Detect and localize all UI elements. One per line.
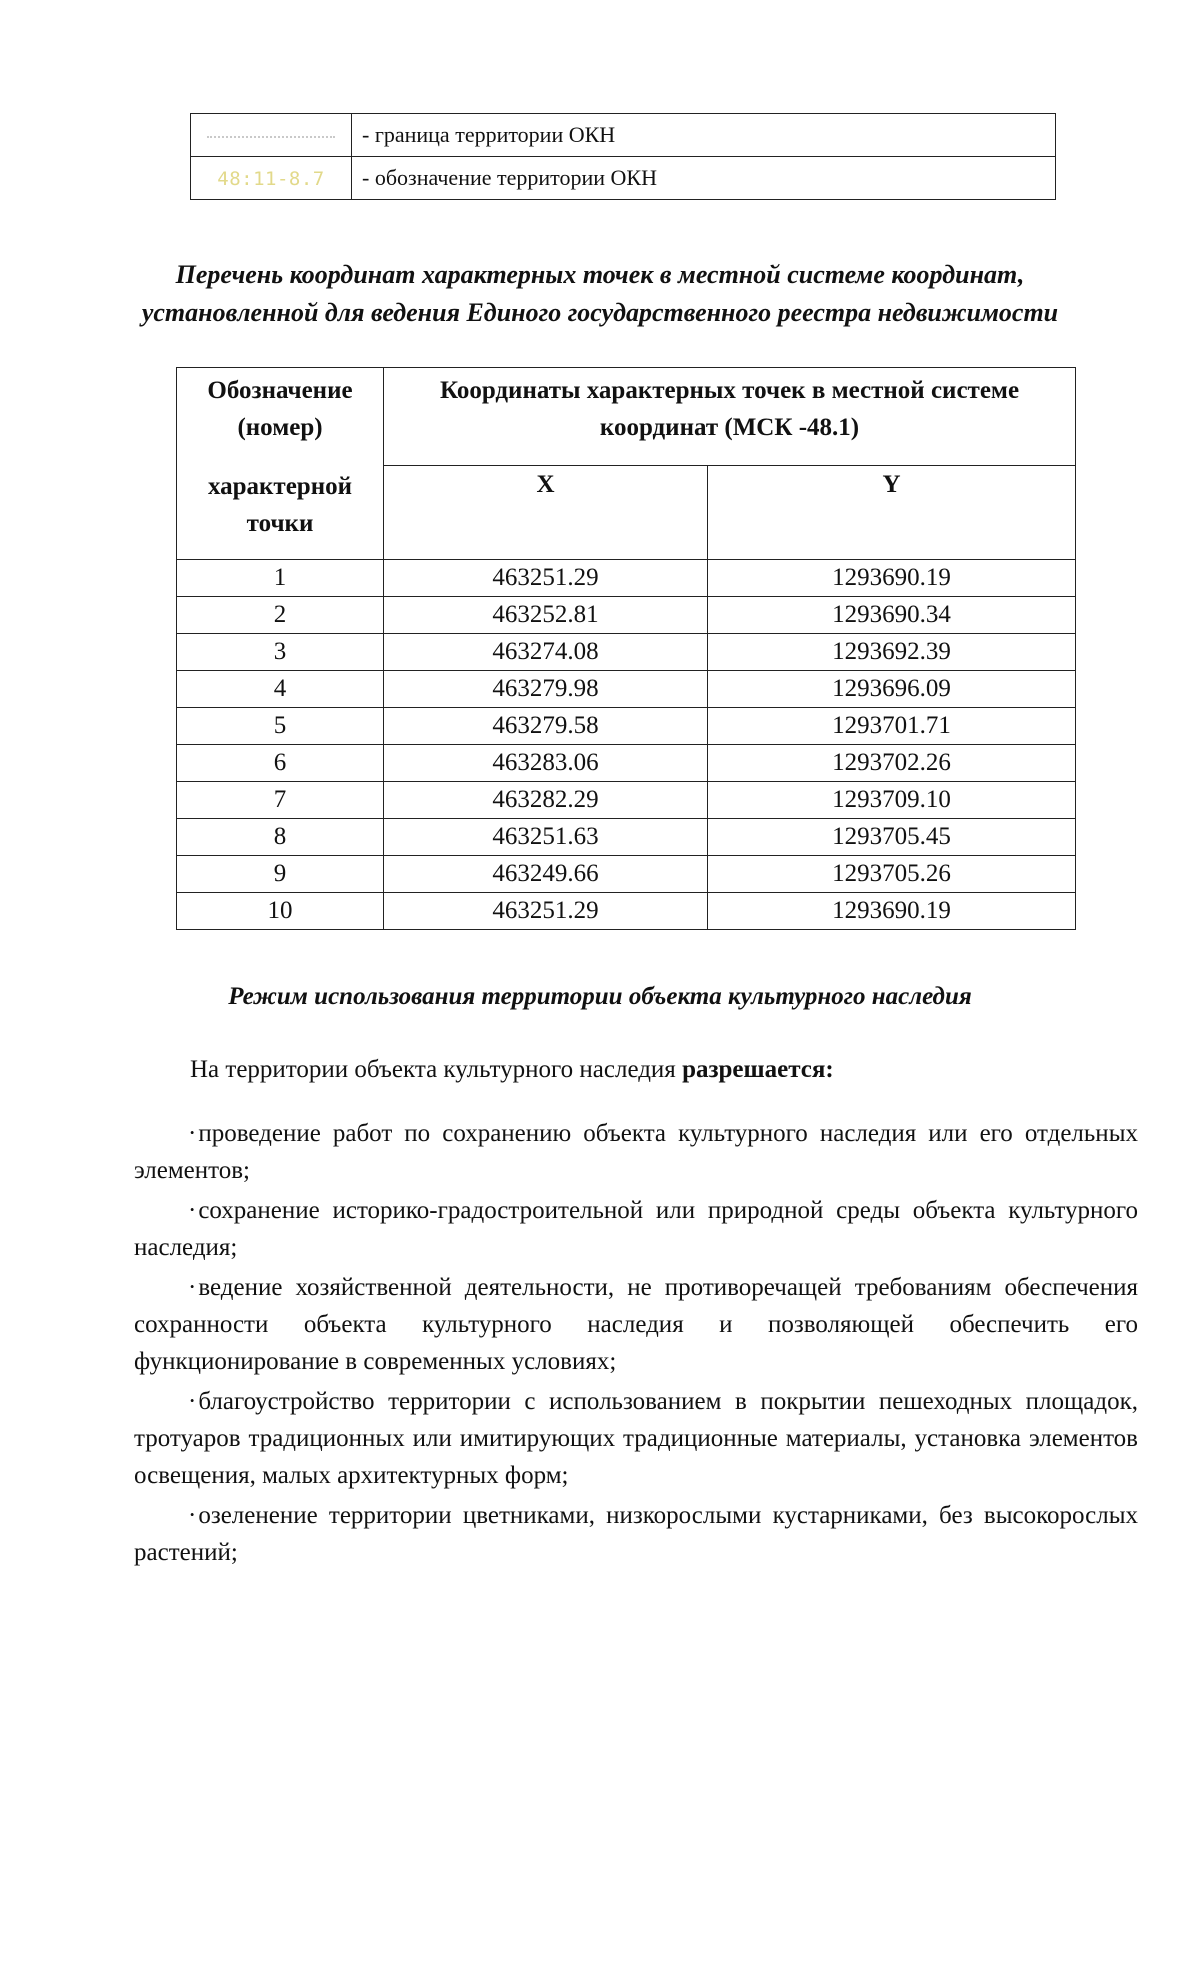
legend-symbol-cell: [191, 114, 352, 157]
dotted-boundary-line-icon: [207, 136, 335, 138]
table-row: [177, 819, 1076, 856]
point-number-cell: 6: [177, 745, 384, 782]
header-text: характерной: [207, 473, 353, 500]
regime-items-list: [134, 1115, 1138, 1574]
point-number-cell: 2: [177, 597, 384, 634]
cad-number-label: 48:11-8.7: [217, 168, 325, 190]
y-coordinate-cell: 1293709.10: [708, 782, 1076, 819]
header-text: Координаты характерных точек в местной системе: [439, 377, 1020, 404]
x-coordinate-cell: 463283.06: [384, 745, 708, 782]
table-row: [177, 708, 1076, 745]
coordinates-table-body: [177, 560, 1076, 930]
table-row: [177, 560, 1076, 597]
coords-title: [100, 256, 1100, 332]
header-text: Обозначение: [207, 377, 353, 404]
coords-title-line: Перечень координат характерных точек в местной системе координат,: [175, 260, 1025, 289]
x-coordinate-cell: 463251.29: [384, 560, 708, 597]
list-item: [134, 1497, 1138, 1571]
table-row: [177, 856, 1076, 893]
y-coordinate-cell: 1293690.34: [708, 597, 1076, 634]
x-coordinate-cell: 463251.63: [384, 819, 708, 856]
coords-title-line: установленной для ведения Единого государственного реестра недвижимости: [141, 298, 1059, 327]
point-number-cell: 8: [177, 819, 384, 856]
x-header: X: [384, 466, 708, 560]
table-row: [177, 597, 1076, 634]
y-coordinate-cell: 1293690.19: [708, 893, 1076, 930]
y-coordinate-cell: 1293690.19: [708, 560, 1076, 597]
list-item: [134, 1192, 1138, 1266]
y-coordinate-cell: 1293701.71: [708, 708, 1076, 745]
y-header: Y: [708, 466, 1076, 560]
bullet-icon: ·: [188, 1120, 197, 1147]
list-item: [134, 1383, 1138, 1494]
x-coordinate-cell: 463252.81: [384, 597, 708, 634]
list-item-text: благоустройство территории с использованием в покрытии пешеходных площадок, тротуаров традиционных или имитирующих традиционные материалы, установка элементов освещения, малых архитектурных форм;: [134, 1388, 1138, 1489]
regime-intro: [190, 1056, 834, 1084]
regime-heading: Режим использования территории объекта культурного наследия: [228, 983, 972, 1010]
intro-bold: разрешается:: [682, 1056, 834, 1083]
y-coordinate-cell: 1293692.39: [708, 634, 1076, 671]
list-item-text: ведение хозяйственной деятельности, не противоречащей требованиям обеспечения сохранности объекта культурного наследия и позволяющей обеспечить его функционирование в современных условиях;: [134, 1274, 1138, 1375]
legend-symbol-cell: [191, 157, 352, 200]
y-coordinate-cell: 1293696.09: [708, 671, 1076, 708]
legend-row-boundary: [191, 114, 1056, 157]
point-number-cell: 9: [177, 856, 384, 893]
x-coordinate-cell: 463282.29: [384, 782, 708, 819]
legend-table: [190, 113, 1056, 200]
y-coordinate-cell: 1293705.45: [708, 819, 1076, 856]
x-coordinate-cell: 463251.29: [384, 893, 708, 930]
coordinates-table: [176, 367, 1076, 930]
coordinates-group-header: [384, 368, 1076, 466]
x-coordinate-cell: 463279.98: [384, 671, 708, 708]
bullet-icon: ·: [188, 1197, 197, 1224]
legend-row-designation: [191, 157, 1056, 200]
table-row: [177, 782, 1076, 819]
table-row: [177, 745, 1076, 782]
point-number-cell: 5: [177, 708, 384, 745]
point-number-cell: 1: [177, 560, 384, 597]
y-coordinate-cell: 1293702.26: [708, 745, 1076, 782]
table-row: [177, 634, 1076, 671]
bullet-icon: ·: [188, 1502, 197, 1529]
list-item-text: сохранение историко-градостроительной или природной среды объекта культурного наследия;: [134, 1197, 1138, 1261]
legend-label: - граница территории ОКН: [352, 114, 1056, 157]
bullet-icon: ·: [188, 1274, 197, 1301]
table-row: [177, 671, 1076, 708]
list-item-text: озеленение территории цветниками, низкорослыми кустарниками, без высокорослых растений;: [134, 1502, 1138, 1566]
point-number-cell: 3: [177, 634, 384, 671]
header-text: точки: [246, 510, 314, 537]
intro-text: На территории объекта культурного наследия: [190, 1056, 676, 1083]
x-coordinate-cell: 463279.58: [384, 708, 708, 745]
table-row: [177, 893, 1076, 930]
x-coordinate-cell: 463249.66: [384, 856, 708, 893]
header-text: координат (МСК -48.1): [599, 414, 860, 441]
point-number-cell: 7: [177, 782, 384, 819]
point-number-cell: 10: [177, 893, 384, 930]
y-coordinate-cell: 1293705.26: [708, 856, 1076, 893]
x-coordinate-cell: 463274.08: [384, 634, 708, 671]
bullet-icon: ·: [188, 1388, 197, 1415]
legend-label: - обозначение территории ОКН: [352, 157, 1056, 200]
list-item: [134, 1269, 1138, 1380]
list-item-text: проведение работ по сохранению объекта культурного наследия или его отдельных элементов;: [134, 1120, 1138, 1184]
designation-header: [177, 368, 384, 560]
list-item: [134, 1115, 1138, 1189]
point-number-cell: 4: [177, 671, 384, 708]
header-text: (номер): [237, 414, 323, 441]
